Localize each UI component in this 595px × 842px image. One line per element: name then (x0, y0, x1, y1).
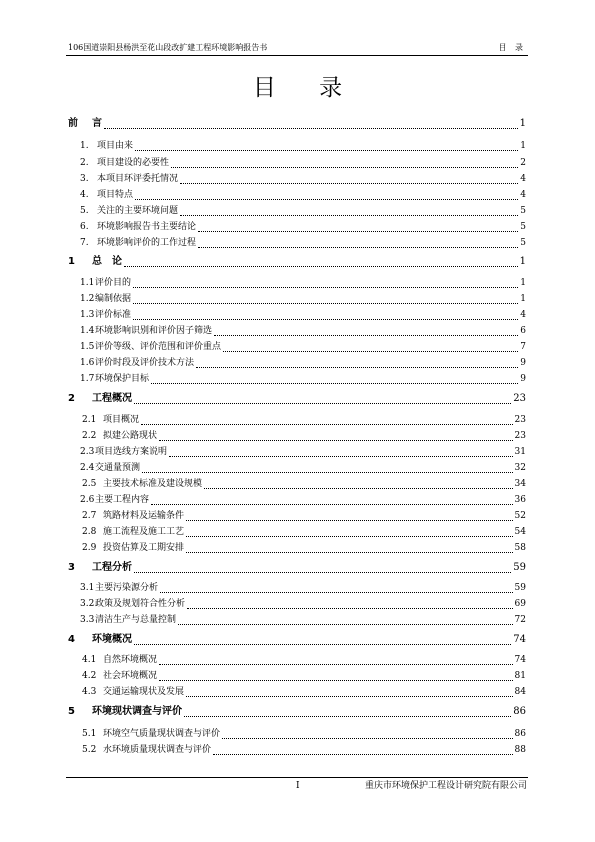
toc-dot-leader (169, 450, 513, 457)
toc-entry-number: 1.5 (80, 342, 95, 352)
toc-entry-page-number: 6 (520, 326, 526, 336)
toc-dot-leader (134, 638, 511, 645)
toc-entry-label: 评价目的 (95, 278, 132, 288)
toc-entry-number: 4.2 (82, 671, 97, 681)
toc-entry-page-number: 4 (520, 310, 526, 320)
toc-entry[interactable] (0, 204, 595, 218)
toc-entry-label: 自然环境概况 (103, 655, 158, 665)
footer-rule (66, 777, 528, 778)
toc-entry-number: 1.2 (80, 294, 95, 304)
toc-entry-label: 关注的主要环境问题 (97, 206, 179, 216)
toc-entry-number: 2.4 (80, 463, 95, 473)
toc-entry-label: 总 论 (92, 256, 122, 267)
toc-entry[interactable] (0, 413, 595, 427)
toc-entry[interactable] (0, 276, 595, 290)
toc-entry[interactable] (0, 633, 595, 647)
toc-dot-leader (135, 193, 518, 200)
toc-entry-page-number: 52 (514, 511, 526, 521)
toc-entry-label: 项目特点 (97, 190, 134, 200)
toc-entry-label: 环境空气质量现状调查与评价 (103, 729, 221, 739)
toc-entry-page-number: 84 (514, 687, 526, 697)
toc-entry-label: 环境影响识别和评价因子筛选 (95, 326, 213, 336)
toc-entry-label: 言 (92, 118, 102, 129)
toc-entry-number: 6. (80, 222, 89, 232)
toc-entry-number: 2.6 (80, 495, 95, 505)
toc-entry-page-number: 23 (514, 431, 526, 441)
toc-entry[interactable] (0, 429, 595, 443)
toc-entry-label: 环境概况 (92, 634, 132, 645)
toc-entry-page-number: 86 (514, 729, 526, 739)
toc-entry-page-number: 2 (520, 158, 526, 168)
toc-entry-page-number: 1 (519, 118, 526, 129)
toc-entry-number: 3. (80, 174, 89, 184)
toc-entry-page-number: 5 (520, 206, 526, 216)
toc-entry-label: 投资估算及工期安排 (103, 543, 185, 553)
toc-dot-leader (204, 482, 513, 489)
footer-organization: 重庆市环境保护工程设计研究院有限公司 (364, 781, 527, 791)
toc-dot-leader (151, 498, 513, 505)
toc-dot-leader (159, 434, 513, 441)
toc-entry-page-number: 54 (514, 527, 526, 537)
toc-entry-page-number: 1 (520, 278, 526, 288)
toc-entry-label: 评价时段及评价技术方法 (95, 358, 195, 368)
toc-dot-leader (196, 361, 518, 368)
toc-entry-label: 政策及规划符合性分析 (95, 599, 186, 609)
toc-entry-number: 5 (68, 706, 75, 717)
toc-entry-number: 前 (68, 118, 78, 129)
toc-entry-page-number: 58 (514, 543, 526, 553)
toc-entry-page-number: 4 (520, 190, 526, 200)
toc-entry-number: 2.8 (82, 527, 97, 537)
toc-entry-label: 环境保护目标 (95, 374, 150, 384)
toc-entry-page-number: 74 (514, 655, 526, 665)
toc-entry-page-number: 5 (520, 238, 526, 248)
toc-entry-number: 2.3 (80, 447, 95, 457)
toc-entry-label: 拟建公路现状 (103, 431, 158, 441)
toc-dot-leader (159, 658, 513, 665)
toc-entry[interactable] (0, 392, 595, 406)
toc-entry-number: 3 (68, 562, 75, 573)
header-document-title: 106国道崇阳县杨洪至花山段改扩建工程环境影响报告书 (68, 43, 268, 52)
toc-dot-leader (159, 674, 513, 681)
toc-dot-leader (186, 514, 513, 521)
toc-entry[interactable] (0, 292, 595, 306)
toc-entry-page-number: 81 (514, 671, 526, 681)
toc-entry[interactable] (0, 581, 595, 595)
toc-entry-number: 5.1 (82, 729, 97, 739)
toc-entry-number: 2.9 (82, 543, 97, 553)
toc-entry-label: 环境现状调查与评价 (92, 706, 182, 717)
toc-entry-page-number: 69 (514, 599, 526, 609)
toc-entry-label: 项目选线方案说明 (95, 447, 168, 457)
toc-dot-leader (160, 586, 513, 593)
toc-title: 目 录 (252, 75, 361, 101)
toc-entry-page-number: 9 (520, 358, 526, 368)
toc-entry-page-number: 31 (514, 447, 526, 457)
toc-entry-label: 清洁生产与总量控制 (95, 615, 177, 625)
toc-dot-leader (213, 748, 513, 755)
toc-dot-leader (133, 313, 518, 320)
toc-entry-number: 1.4 (80, 326, 95, 336)
toc-dot-leader (223, 345, 518, 352)
toc-dot-leader (198, 225, 518, 232)
toc-dot-leader (178, 618, 513, 625)
toc-entry-page-number: 1 (520, 294, 526, 304)
toc-entry-page-number: 59 (513, 562, 526, 573)
toc-entry-label: 项目由来 (97, 141, 134, 151)
toc-dot-leader (187, 602, 513, 609)
toc-entry-number: 1.3 (80, 310, 95, 320)
toc-entry[interactable] (0, 653, 595, 667)
toc-dot-leader (104, 122, 518, 129)
toc-dot-leader (222, 732, 513, 739)
toc-entry-page-number: 23 (514, 415, 526, 425)
toc-entry[interactable] (0, 117, 595, 131)
toc-dot-leader (124, 260, 518, 267)
toc-entry-number: 5.2 (82, 745, 97, 755)
toc-entry[interactable] (0, 340, 595, 354)
toc-entry[interactable] (0, 255, 595, 269)
toc-entry-page-number: 74 (513, 634, 526, 645)
toc-entry-label: 社会环境概况 (103, 671, 158, 681)
toc-entry-label: 环境影响报告书主要结论 (97, 222, 197, 232)
toc-entry[interactable] (0, 561, 595, 575)
toc-entry-number: 4.1 (82, 655, 97, 665)
toc-dot-leader (134, 566, 511, 573)
toc-entry-number: 4.3 (82, 687, 97, 697)
toc-entry-label: 项目建设的必要性 (97, 158, 170, 168)
toc-entry[interactable] (0, 172, 595, 186)
toc-dot-leader (135, 144, 518, 151)
toc-entry[interactable] (0, 461, 595, 475)
toc-entry-label: 交通运输现状及发展 (103, 687, 185, 697)
footer-page-number: I (296, 781, 300, 791)
toc-entry-label: 编制依据 (95, 294, 132, 304)
toc-entry[interactable] (0, 356, 595, 370)
toc-entry-label: 水环境质量现状调查与评价 (103, 745, 212, 755)
toc-entry[interactable] (0, 220, 595, 234)
toc-entry-page-number: 88 (514, 745, 526, 755)
toc-entry[interactable] (0, 477, 595, 491)
toc-entry[interactable] (0, 685, 595, 699)
toc-entry-number: 2.5 (82, 479, 97, 489)
toc-entry-page-number: 7 (520, 342, 526, 352)
toc-entry-label: 主要污染源分析 (95, 583, 159, 593)
toc-entry[interactable] (0, 308, 595, 322)
toc-dot-leader (171, 161, 518, 168)
toc-entry[interactable] (0, 727, 595, 741)
toc-entry[interactable] (0, 236, 595, 250)
toc-entry-label: 项目概况 (103, 415, 140, 425)
toc-entry[interactable] (0, 493, 595, 507)
toc-entry-number: 7. (80, 238, 89, 248)
toc-entry-label: 交通量预测 (95, 463, 141, 473)
toc-entry-page-number: 1 (519, 256, 526, 267)
toc-dot-leader (141, 418, 513, 425)
toc-entry[interactable] (0, 705, 595, 719)
toc-entry-label: 施工流程及施工工艺 (103, 527, 185, 537)
toc-entry-number: 1.1 (80, 278, 95, 288)
toc-entry-number: 2 (68, 393, 75, 404)
toc-entry-page-number: 34 (514, 479, 526, 489)
toc-entry-page-number: 9 (520, 374, 526, 384)
toc-entry-page-number: 72 (514, 615, 526, 625)
toc-entry[interactable] (0, 188, 595, 202)
toc-entry[interactable] (0, 669, 595, 683)
toc-entry-label: 筑路材料及运输条件 (103, 511, 185, 521)
toc-entry-label: 评价等级、评价范围和评价重点 (95, 342, 222, 352)
toc-entry-page-number: 4 (520, 174, 526, 184)
toc-entry[interactable] (0, 324, 595, 338)
toc-entry-label: 评价标准 (95, 310, 132, 320)
toc-entry-number: 4 (68, 634, 75, 645)
toc-entry-number: 4. (80, 190, 89, 200)
toc-dot-leader (151, 377, 518, 384)
toc-entry-number: 1. (80, 141, 89, 151)
header-section-name: 目 录 (498, 43, 526, 52)
toc-entry-number: 1.6 (80, 358, 95, 368)
toc-entry[interactable] (0, 445, 595, 459)
toc-entry-number: 3.1 (80, 583, 95, 593)
toc-dot-leader (180, 177, 518, 184)
toc-entry-label: 环境影响评价的工作过程 (97, 238, 197, 248)
toc-dot-leader (198, 241, 518, 248)
toc-entry-page-number: 5 (520, 222, 526, 232)
toc-entry-number: 2.7 (82, 511, 97, 521)
toc-entry-number: 1 (68, 256, 75, 267)
toc-entry-page-number: 36 (514, 495, 526, 505)
toc-entry-page-number: 32 (514, 463, 526, 473)
toc-entry[interactable] (0, 139, 595, 153)
toc-entry-number: 2.1 (82, 415, 97, 425)
toc-entry[interactable] (0, 156, 595, 170)
toc-dot-leader (133, 281, 518, 288)
toc-dot-leader (186, 530, 513, 537)
toc-entry-page-number: 86 (513, 706, 526, 717)
toc-entry-number: 1.7 (80, 374, 95, 384)
toc-entry[interactable] (0, 509, 595, 523)
toc-entry-label: 主要工程内容 (95, 495, 150, 505)
toc-entry[interactable] (0, 597, 595, 611)
toc-entry-label: 本项目环评委托情况 (97, 174, 179, 184)
toc-dot-leader (214, 329, 518, 336)
toc-entry-number: 2.2 (82, 431, 97, 441)
toc-dot-leader (180, 209, 518, 216)
toc-dot-leader (134, 397, 511, 404)
toc-dot-leader (184, 710, 511, 717)
toc-entry[interactable] (0, 743, 595, 757)
toc-entry[interactable] (0, 372, 595, 386)
toc-entry-page-number: 59 (514, 583, 526, 593)
toc-dot-leader (142, 466, 513, 473)
toc-entry-page-number: 1 (520, 141, 526, 151)
toc-dot-leader (133, 297, 518, 304)
toc-entry-label: 工程分析 (92, 562, 132, 573)
toc-entry[interactable] (0, 525, 595, 539)
toc-dot-leader (186, 690, 513, 697)
toc-entry-label: 工程概况 (92, 393, 132, 404)
toc-entry-label: 主要技术标准及建设规模 (103, 479, 203, 489)
page-header (66, 41, 528, 56)
toc-entry-number: 2. (80, 158, 89, 168)
toc-entry[interactable] (0, 541, 595, 555)
toc-dot-leader (186, 546, 513, 553)
toc-entry-page-number: 23 (513, 393, 526, 404)
toc-entry[interactable] (0, 613, 595, 627)
toc-entry-number: 3.2 (80, 599, 95, 609)
toc-entry-number: 5. (80, 206, 89, 216)
toc-entry-number: 3.3 (80, 615, 95, 625)
